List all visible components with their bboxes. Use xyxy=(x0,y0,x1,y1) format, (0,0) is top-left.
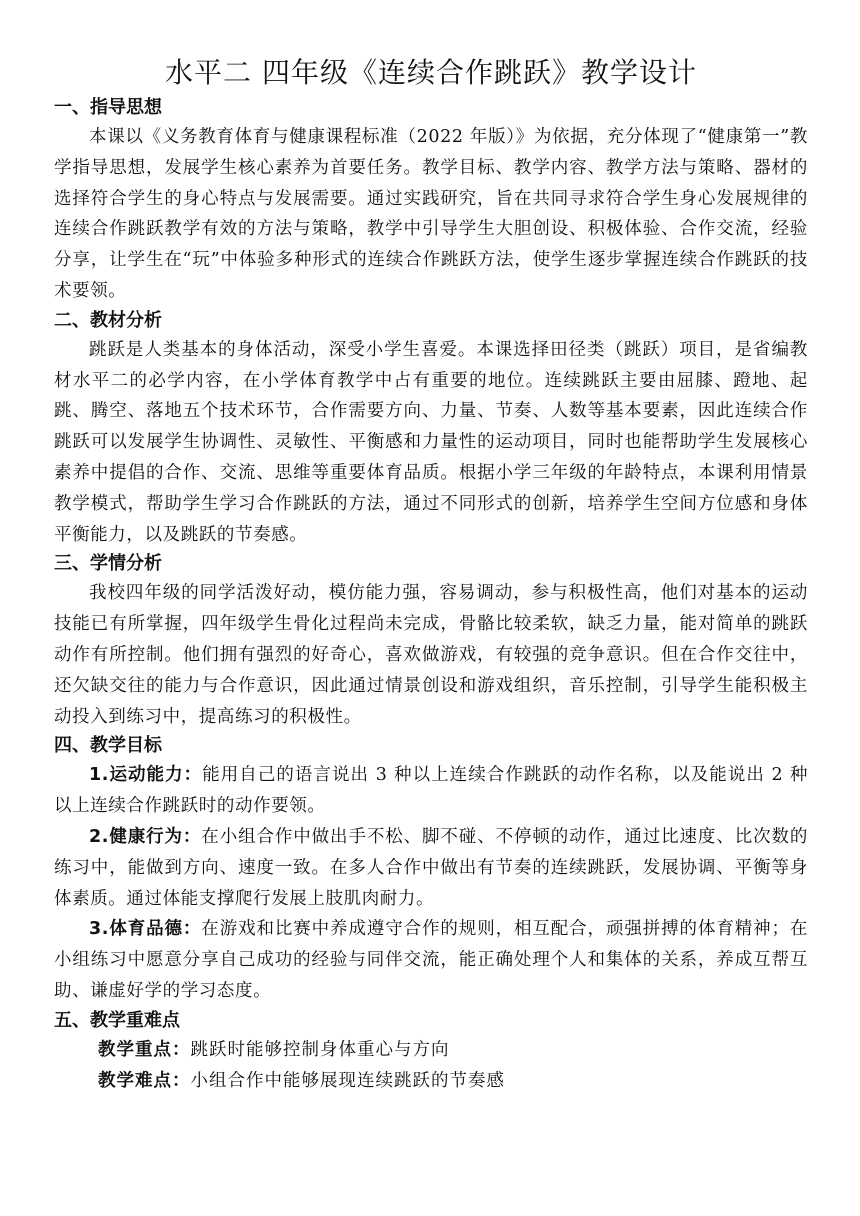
goal-item xyxy=(54,822,808,914)
section-heading: 四、教学目标 xyxy=(54,735,162,757)
goal-item xyxy=(54,760,808,822)
goal-label: 2.健康行为： xyxy=(89,826,202,847)
difficult-point-item xyxy=(54,1066,808,1097)
document-title: 水平二 四年级《连续合作跳跃》教学设计 xyxy=(165,56,697,89)
section-paragraph: 我校四年级的同学活泼好动，模仿能力强，容易调动，参与积极性高，他们对基本的运动技能已有所掌握，四年级学生骨化过程尚未完成，骨骼比较柔软，缺乏力量，能对简单的跳跃动作有所控制。他们拥有强烈的好奇心，喜欢做游戏，有较强的竞争意识。但在合作交往中，还欠缺交往的能力与合作意识，因此通过情景创设和游戏组织，音乐控制，引导学生能积极主动投入到练习中，提高练习的积极性。 xyxy=(54,583,808,727)
section-paragraph: 本课以《义务教育体育与健康课程标准（2022 年版）》为依据，充分体现了“健康第一”教学指导思想，发展学生核心素养为首要任务。教学目标、教学内容、教学方法与策略、器材的选择符合学生的身心特点与发展需要。通过实践研究，旨在共同寻求符合学生身心发展规律的连续合作跳跃教学有效的方法与策略，教学中引导学生大胆创设、积极体验、合作交流，经验分享，让学生在“玩”中体验多种形式的连续合作跳跃方法，使学生逐步掌握连续合作跳跃的技术要领。 xyxy=(54,127,808,301)
goal-text: 能用自己的语言说出 3 种以上连续合作跳跃的动作名称，以及能说出 2 种以上连续合作跳跃时的动作要领。 xyxy=(54,765,808,817)
difficult-point-label: 教学难点： xyxy=(98,1070,191,1091)
document-page xyxy=(54,52,808,1097)
section-student-analysis xyxy=(54,550,808,732)
section-heading: 三、学情分析 xyxy=(54,553,162,575)
goal-label: 3.体育品德： xyxy=(89,919,202,940)
key-point-text: 跳跃时能够控制身体重心与方向 xyxy=(190,1039,450,1060)
section-key-difficult-points xyxy=(54,1007,808,1097)
section-material-analysis xyxy=(54,307,808,551)
difficult-point-text: 小组合作中能够展现连续跳跃的节奏感 xyxy=(190,1070,505,1091)
section-paragraph: 跳跃是人类基本的身体活动，深受小学生喜爱。本课选择田径类（跳跃）项目，是省编教材水平二的必学内容，在小学体育教学中占有重要的地位。连续跳跃主要由屈膝、蹬地、起跳、腾空、落地五个技术环节，合作需要方向、力量、节奏、人数等基本要素，因此连续合作跳跃可以发展学生协调性、灵敏性、平衡感和力量性的运动项目，同时也能帮助学生发展核心素养中提倡的合作、交流、思维等重要体育品质。根据小学三年级的年龄特点，本课利用情景教学模式，帮助学生学习合作跳跃的方法，通过不同形式的创新，培养学生空间方位感和身体平衡能力，以及跳跃的节奏感。 xyxy=(54,339,808,545)
section-guiding-ideology xyxy=(54,94,808,307)
key-point-label: 教学重点： xyxy=(98,1039,191,1060)
goal-label: 1.运动能力： xyxy=(89,765,203,786)
section-heading: 二、教材分析 xyxy=(54,309,162,331)
section-heading: 一、指导思想 xyxy=(54,97,162,118)
section-teaching-goals xyxy=(54,732,808,1006)
key-point-item xyxy=(54,1035,808,1066)
section-heading: 五、教学重难点 xyxy=(54,1009,180,1031)
goal-text: 在小组合作中做出手不松、脚不碰、不停顿的动作，通过比速度、比次数的练习中，能做到方向、速度一致。在多人合作中做出有节奏的连续跳跃，发展协调、平衡等身体素质。通过体能支撑爬行发展上肢肌肉耐力。 xyxy=(54,826,808,909)
goal-text: 在游戏和比赛中养成遵守合作的规则，相互配合，顽强拼搏的体育精神；在小组练习中愿意分享自己成功的经验与同伴交流，能正确处理个人和集体的关系，养成互帮互助、谦虚好学的学习态度。 xyxy=(54,919,808,1001)
goal-item xyxy=(54,914,808,1006)
